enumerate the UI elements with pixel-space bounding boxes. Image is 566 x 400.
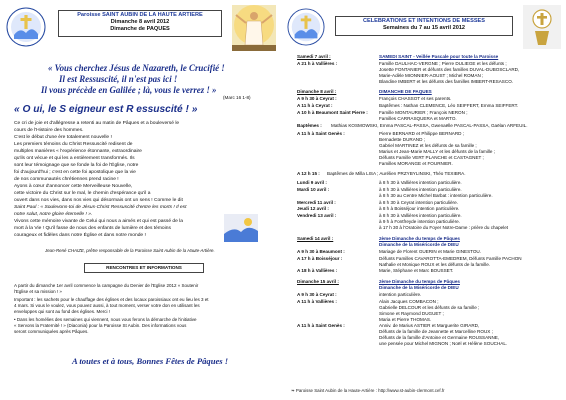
parish-logo xyxy=(287,8,325,46)
message-line: cette victoire du Christ sur le mal, le chemin d'espérance qu'il a xyxy=(14,191,151,196)
schedule-detail: Simone et Raymond DUGUET ; xyxy=(379,311,444,316)
info-line: Important : les sachets pour le chauffage des églises et des locaux paroissiaux ont eu lieu les 3 et xyxy=(14,297,209,302)
schedule-time: A 12 h 15 : xyxy=(297,171,320,176)
schedule-detail: à 8 h 30 à Vallières intention particulière. xyxy=(379,180,462,185)
message-line: Vivons cette mémoire vivante de Celui qui nous a aimés et qui est passé de la xyxy=(14,219,184,224)
schedule-time: A 11 h à Saint Genès : xyxy=(297,323,345,328)
message-line: cours de l'Histoire des hommes. xyxy=(14,128,84,133)
rencontres-title: RENCONTRES ET INFORMATIONS xyxy=(106,265,182,270)
schedule-detail: Famille DAULHAC-VERGNE ; Pierre DULIEGE et les défunts ; xyxy=(379,61,507,66)
schedule-detail: 2ème Dimanche du temps de Pâques xyxy=(379,236,460,241)
message-line: foi d'aujourd'hui ; c'est en cette foi apostolique que la vie xyxy=(14,170,136,175)
info-line: « Servons la Fraternité ! » (Diaconia) pour la Paroisse St Aubin. Des informations vous xyxy=(14,323,187,328)
schedule-detail: Familles MORANGE et FOURNIER. xyxy=(379,161,453,166)
schedule-detail: à 8 h 30 à Ceyrat intention particulière. xyxy=(379,200,458,205)
schedule-detail: Alain Jacques COMBACON ; xyxy=(379,299,439,304)
message-line: Ce cri de joie et d'allégresse a retenti au matin de Pâques et a bouleversé le xyxy=(14,121,180,126)
schedule-detail: Bernadette DURAND ; xyxy=(379,137,425,142)
schedule-time: Samedi 14 avril : xyxy=(297,236,334,241)
right-header xyxy=(287,5,562,51)
info-line: A partir du dimanche 1er avril commence la campagne du Denier de l'Eglise 2012 « Soutenir xyxy=(14,283,199,288)
schedule-time: A 9 h 30 à Ceyrat : xyxy=(297,292,337,297)
schedule-time: A 10 h à Beaumont Saint Pierre : xyxy=(297,110,368,115)
schedule-detail: Famille MONTAURIER ; François NERON ; xyxy=(379,110,468,115)
schedule-detail: Défunts de la famille d'Antoine et Germaine ROUSSANNE, xyxy=(379,335,500,340)
message-line: mort à la Vie ! Qu'il fasse de nous des enfants de lumière et des témoins xyxy=(14,226,171,231)
gospel-quote-3: Il vous précède en Galilée ; là, vous le verrez ! » xyxy=(41,85,217,95)
schedule-detail: Pierre BERNARD et Philippe BERNARD ; xyxy=(379,131,465,136)
schedule-detail: Josette FONTANIER et défunts des familles DUVAL-DUBOSCLARD, xyxy=(379,67,520,72)
schedule-detail: DIMANCHE DE PAQUES xyxy=(379,89,432,94)
message-line: qu'ils ont vécue et qui les a entièrement transformés. Ils xyxy=(14,156,135,161)
schedule-detail: Mathias KOSMOWSKI, Emma PASCAL-PASSA, Gwenaëlle PASCAL-PASSA, Gaëlan ARFEUIL. xyxy=(331,123,528,128)
right-page xyxy=(283,0,566,400)
schedule-detail: Gabrielle DELCOUR et les défunts de sa famille ; xyxy=(379,305,480,310)
schedule-time: Dimanche 15 avril : xyxy=(297,279,339,284)
schedule-detail: François CHASSOT et ses parents. xyxy=(379,96,452,101)
schedule-detail: Familles CARRASQUERA et MARTO. xyxy=(379,116,457,121)
schedule-detail: Défunts Familles CAVAROTTA-EMEDREM, Défunts Famille PACHON xyxy=(379,256,522,261)
schedule-detail: Anniv. de Marius ASTIER et Marguerite GIRARD, xyxy=(379,323,480,328)
schedule-time: A 9 h 30 à Ceyrat : xyxy=(297,96,337,101)
rencontres-box xyxy=(84,263,204,273)
schedule-detail: à 17 h 30 à l'Oratoire du Foyer Notre-Dame : prière du chapelet xyxy=(379,225,509,230)
schedule-detail: Défunts Famille VERT PLANCHE et CASTAGNET ; xyxy=(379,155,484,160)
message-line: C'est le début d'une ère totalement nouvelle ! xyxy=(14,135,112,140)
schedule-time: Vendredi 13 avril : xyxy=(297,213,337,218)
info-line: 4 mars. Si vous le voulez, vous pouvez aussi, à tout moment, verser votre don en utilisant les xyxy=(14,303,200,308)
message-line: Saint Paul : « Soulevons-toi de Jésus-Christ Ressuscité d'entre les morts ! Il est xyxy=(14,205,187,210)
schedule-time: Baptêmes : xyxy=(297,123,322,128)
message-line: Les premiers témoins du Christ Ressuscité redisent de xyxy=(14,142,133,147)
info-line: seront communiquées après Pâques. xyxy=(14,329,89,334)
message-line: courageux et fidèles dans notre Église et dans notre monde ! xyxy=(14,233,146,238)
gospel-quote-2: Il est Ressuscité, il n'est pas ici ! xyxy=(59,74,178,84)
message-line: de nos communautés chrétiennes prend racine ! xyxy=(14,177,119,182)
message-line: ouvert dans nos vies, dans nos vies qui désormais ont un sens ! Comme le dit xyxy=(14,198,183,203)
parish-website-footer: ❧ Paroisse Saint Aubin de la Haute-Artière : http://www.st-aubin-clermont.cef.fr xyxy=(291,388,445,393)
schedule-detail: à 8 h 30 à Vallières intention particulière. xyxy=(379,187,462,192)
easter-proclamation: « O ui, le S eigneur est R essuscité ! » xyxy=(14,104,198,115)
schedule-detail: Marius et Jean-Marie MALLY et les défunts de la famille ; xyxy=(379,149,496,154)
right-header-box xyxy=(335,16,513,36)
schedule-detail: Gabriel MARTINEZ et les défunts de sa famille ; xyxy=(379,143,477,148)
message-line: multiples manières « l'expérience étonnante, extraordinaire xyxy=(14,149,142,154)
schedule-detail: 2ème Dimanche du temps de Pâques xyxy=(379,279,460,284)
schedule-detail: Baptêmes : Nathan CLEMENCE, Léo SEIFFERT, Emma SEIFFERT. xyxy=(379,103,519,108)
schedule-time: A 11 h à Vallières : xyxy=(297,299,337,304)
schedule-time: A 17 h à Boisséjour : xyxy=(297,256,343,261)
schedule-detail: Dimanche de la Miséricorde de DIEU xyxy=(379,242,459,247)
schedule-detail: Blandine IMBERT et les défunts des familles IMBERT-RESASCO. xyxy=(379,79,514,84)
info-line: • Dans les homélies des semaines qui viennent, nous vous ferons la démarche de l'initiative xyxy=(14,317,197,322)
schedule-detail: une pensée pour Michel MIGNON ; Noël et Hélène SOUCHAL. xyxy=(379,341,508,346)
header-date: Dimanche 8 avril 2012 xyxy=(110,19,170,25)
schedule-detail: à 8 h 30 à Vallières intention particulière. xyxy=(379,213,462,218)
schedule-time: A 11 h à Saint Genès : xyxy=(297,131,345,136)
schedule-detail: Maria et Pierre THOMAS. xyxy=(379,317,432,322)
left-header xyxy=(6,5,277,51)
message-line: Ayons à cœur d'annoncer cette Merveilleuse Nouvelle, xyxy=(14,184,133,189)
resurrection-image xyxy=(232,5,276,51)
schedule-detail: Dimanche de la Miséricorde de DIEU xyxy=(379,285,459,290)
closing-greeting: A toutes et à tous, Bonnes Fêtes de Pâques ! xyxy=(72,356,229,366)
schedule-time: A 21 h à Vallières : xyxy=(297,61,338,66)
parish-logo xyxy=(6,7,46,47)
schedule-time: Mercredi 11 avril : xyxy=(297,200,336,205)
parish-name: Paroisse SAINT AUBIN DE LA HAUTE ARTIERE xyxy=(77,12,203,18)
header-feast: Dimanche de PAQUES xyxy=(110,26,170,32)
schedule-detail: SAMEDI SAINT - Veillée Pascale pour toute la Paroisse xyxy=(379,54,499,59)
schedule-time: A 18 h à Vallières : xyxy=(297,268,338,273)
schedule-time: Mardi 10 avril : xyxy=(297,187,330,192)
schedule-detail: Marie-Adèle MIONNIER-AOUST ; Michel ROMAN ; xyxy=(379,73,484,78)
gospel-reference: (Marc 16 1-8) xyxy=(223,95,251,100)
celebrations-title: CELEBRATIONS ET INTENTIONS DE MESSES xyxy=(362,18,486,24)
schedule-time: Jeudi 12 avril : xyxy=(297,206,329,211)
schedule-detail: à 8 h 30 au Centre Michel Barbat : intention particulière. xyxy=(379,193,493,198)
left-header-box xyxy=(58,10,222,37)
schedule-time: Dimanche 8 avril : xyxy=(297,89,337,94)
schedule-detail: Défunts de la famille de Jeannette et Marcelline ROUX ; xyxy=(379,329,493,334)
celebrations-dates: Semaines du 7 au 15 avril 2012 xyxy=(382,25,466,31)
schedule-detail: Baptêmes de Milla LISA ; Aurélien PRZYBYLINSKI, Théo TEXIBRA. xyxy=(327,171,466,176)
sacrament-image xyxy=(523,5,561,49)
schedule-detail: à 9 h à Fontfreyde intention particulière. xyxy=(379,219,460,224)
gospel-quote-1: « Vous cherchez Jésus de Nazareth, le Crucifié ! xyxy=(48,63,225,73)
schedule-detail: à 8 h à Boisséjour intention particulière. xyxy=(379,206,460,211)
schedule-detail: Nathalie et Monique ROUX et les défunts de la famille. xyxy=(379,262,491,267)
schedule-detail: Marie, Stéphane et Marc BOUSSET. xyxy=(379,268,454,273)
schedule-time: A 9 h 30 à Beaumont : xyxy=(297,249,345,254)
easter-illustration xyxy=(224,214,258,242)
info-line: enveloppes qui sont au fond des églises. Merci ! xyxy=(14,309,111,314)
schedule-time: A 11 h à Ceyrat : xyxy=(297,103,333,108)
schedule-time: Lundi 9 avril : xyxy=(297,180,327,185)
schedule-detail: Mariage de Florent GUERIN et Marie GINESTOU. xyxy=(379,249,482,254)
message-line: sont leur témoignage que se fonde la foi de l'Église, notre xyxy=(14,163,139,168)
schedule-detail: intention particulière. xyxy=(379,292,422,297)
message-line: notre salut, notre gloire éternelle ! ». xyxy=(14,212,93,217)
info-line: l'Eglise et sa mission ! » xyxy=(14,289,62,294)
schedule-time: Samedi 7 avril : xyxy=(297,54,331,59)
priest-signature: Jean-René CHAIZE, prêtre responsable de la Paroisse Saint Aubin de la Haute-Artière. xyxy=(45,248,215,253)
